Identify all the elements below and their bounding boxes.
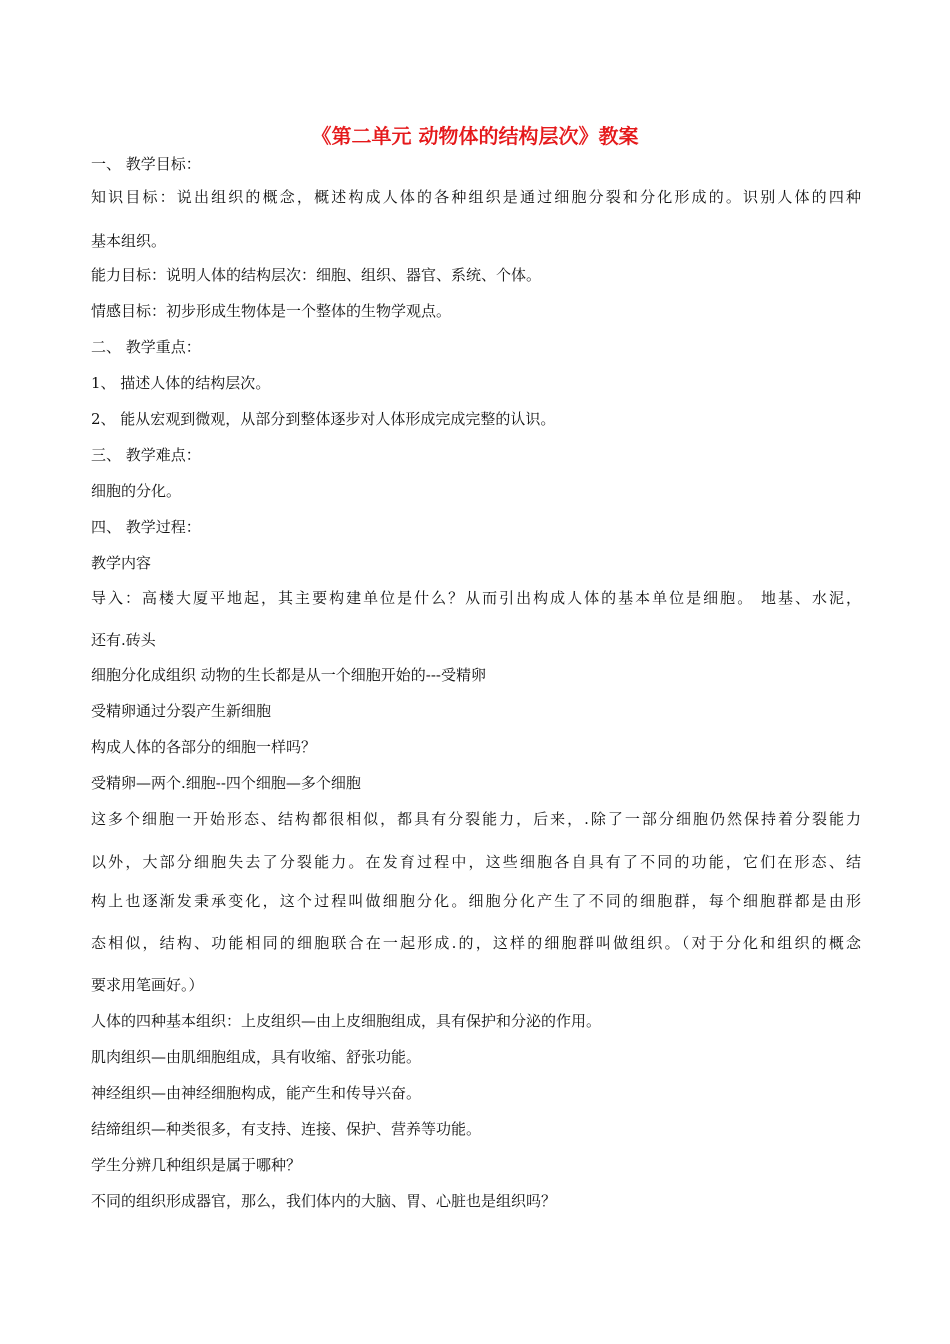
paragraph-line: 肌肉组织—由肌细胞组成，具有收缩、舒张功能。 <box>91 1048 422 1066</box>
paragraph-line: 不同的组织形成器官，那么，我们体内的大脑、胃、心脏也是组织吗？ <box>91 1192 557 1210</box>
document-title: 《第二单元 动物体的结构层次》教案 <box>311 124 639 148</box>
paragraph-line: 态相似，结构、功能相同的细胞联合在一起形成.的，这样的细胞群叫做组织。（对于分化和组织的概念 <box>91 934 861 952</box>
paragraph-line: 知识目标：说出组织的概念，概述构成人体的各种组织是通过细胞分裂和分化形成的。识别人体的四种 <box>91 188 861 206</box>
paragraph-line: 基本组织。 <box>91 232 167 250</box>
paragraph-line: 情感目标：初步形成生物体是一个整体的生物学观点。 <box>91 302 452 320</box>
paragraph-line: 学生分辨几种组织是属于哪种？ <box>91 1156 302 1174</box>
paragraph-line: 构成人体的各部分的细胞一样吗？ <box>91 738 317 756</box>
list-item: 2、 能从宏观到微观，从部分到整体逐步对人体形成完成完整的认识。 <box>91 410 556 428</box>
paragraph-line: 细胞分化成组织 动物的生长都是从一个细胞开始的---受精卵 <box>91 666 486 684</box>
section-heading-difficulties: 三、 教学难点： <box>91 446 201 464</box>
paragraph-line: 还有.砖头 <box>91 631 156 649</box>
paragraph-line: 细胞的分化。 <box>91 482 182 500</box>
list-item: 1、 描述人体的结构层次。 <box>91 374 271 392</box>
paragraph-line: 能力目标：说明人体的结构层次：细胞、组织、器官、系统、个体。 <box>91 266 542 284</box>
paragraph-line: 教学内容 <box>91 554 152 572</box>
paragraph-line: 构上也逐渐发秉承变化，这个过程叫做细胞分化。细胞分化产生了不同的细胞群，每个细胞群都是由形 <box>91 892 861 910</box>
paragraph-line: 人体的四种基本组织：上皮组织—由上皮细胞组成，具有保护和分泌的作用。 <box>91 1012 602 1030</box>
paragraph-line: 以外，大部分细胞失去了分裂能力。在发育过程中，这些细胞各自具有了不同的功能，它们在形态、结 <box>91 853 861 871</box>
paragraph-line: 要求用笔画好。） <box>91 976 204 994</box>
paragraph-line: 结缔组织—种类很多，有支持、连接、保护、营养等功能。 <box>91 1120 482 1138</box>
section-heading-objectives: 一、 教学目标： <box>91 155 201 173</box>
paragraph-line: 神经组织—由神经细胞构成，能产生和传导兴奋。 <box>91 1084 422 1102</box>
paragraph-line: 这多个细胞一开始形态、结构都很相似，都具有分裂能力，后来，.除了一部分细胞仍然保持着分裂能力 <box>91 810 861 828</box>
paragraph-line: 受精卵通过分裂产生新细胞 <box>91 702 272 720</box>
section-heading-key-points: 二、 教学重点： <box>91 338 201 356</box>
paragraph-line: 受精卵—两个.细胞--四个细胞—多个细胞 <box>91 774 361 792</box>
section-heading-process: 四、 教学过程： <box>91 518 201 536</box>
paragraph-line: 导入：高楼大厦平地起，其主要构建单位是什么？从而引出构成人体的基本单位是细胞。 地基、水泥， <box>91 589 861 607</box>
